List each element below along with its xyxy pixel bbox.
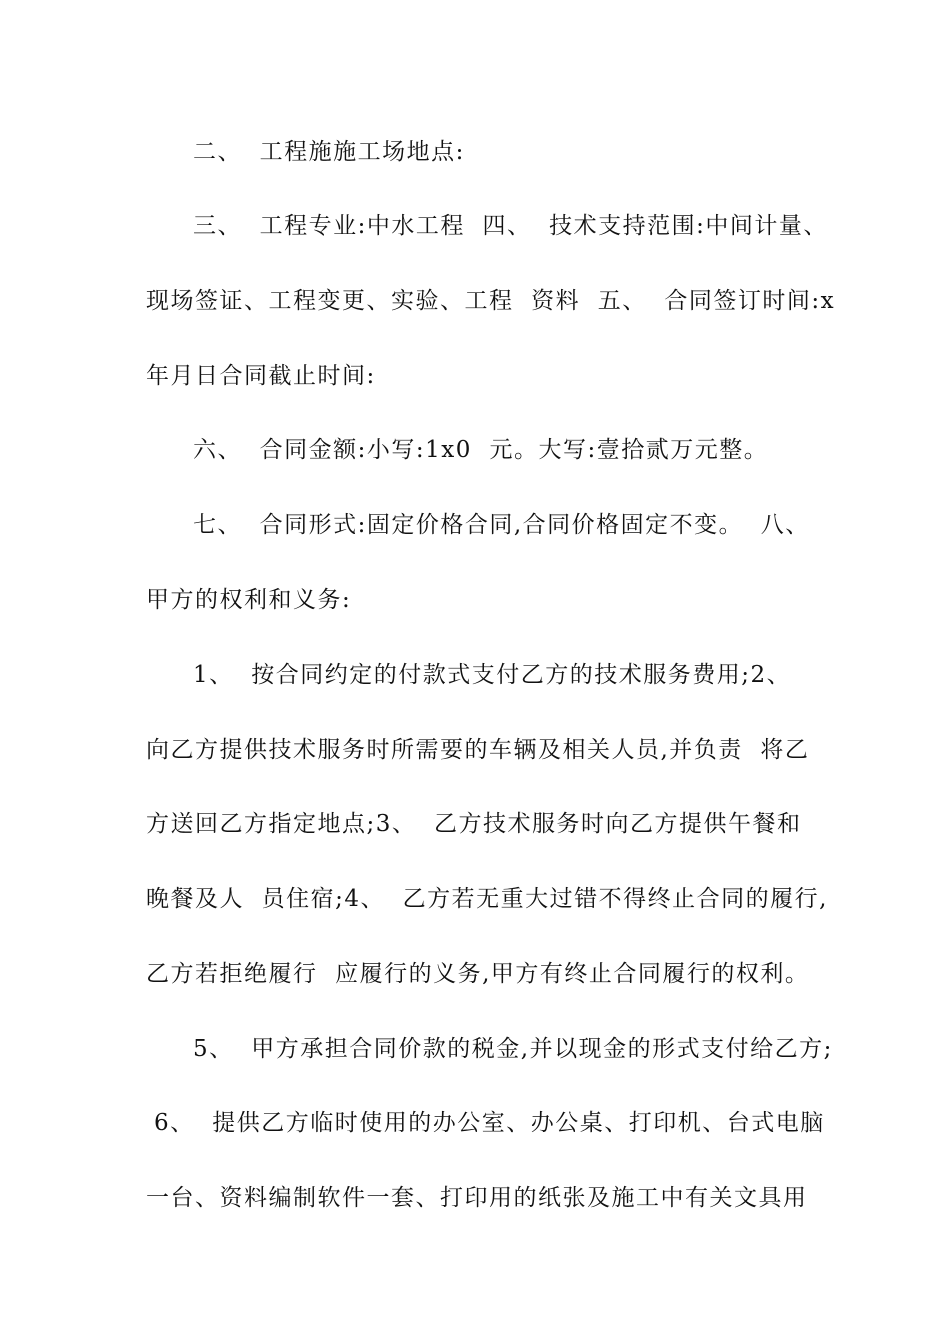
line-text: 七、 合同形式:固定价格合同,合同价格固定不变。 八、	[193, 512, 810, 538]
line-text: 甲方的权利和义务:	[146, 587, 352, 613]
text-line	[0, 281, 950, 321]
text-line	[0, 580, 950, 620]
line-text: 6、 提供乙方临时使用的办公室、办公桌、打印机、台式电脑	[154, 1110, 825, 1136]
line-text: 二、 工程施施工场地点:	[193, 139, 465, 165]
line-text: 晚餐及人 员住宿;4、 乙方若无重大过错不得终止合同的履行,	[146, 886, 828, 912]
line-text: 六、 合同金额:小写:1x0 元。大写:壹拾贰万元整。	[193, 437, 769, 463]
text-line	[0, 879, 950, 919]
line-text: 年月日合同截止时间:	[146, 363, 376, 389]
text-line	[0, 1103, 950, 1143]
text-line	[0, 804, 950, 844]
text-line	[0, 430, 950, 470]
line-text: 方送回乙方指定地点;3、 乙方技术服务时向乙方提供午餐和	[146, 811, 802, 837]
line-text: 5、 甲方承担合同价款的税金,并以现金的形式支付给乙方;	[193, 1036, 833, 1062]
line-text: 一台、资料编制软件一套、打印用的纸张及施工中有关文具用	[146, 1185, 808, 1211]
text-line	[0, 132, 950, 172]
text-line	[0, 730, 950, 770]
line-text: 三、 工程专业:中水工程 四、 技术支持范围:中间计量、	[193, 213, 828, 239]
text-line	[0, 655, 950, 695]
text-line	[0, 505, 950, 545]
line-text: 现场签证、工程变更、实验、工程 资料 五、 合同签订时间:x	[146, 288, 836, 314]
text-line	[0, 1178, 950, 1218]
text-line	[0, 1029, 950, 1069]
text-line	[0, 954, 950, 994]
line-text: 向乙方提供技术服务时所需要的车辆及相关人员,并负责 将乙	[146, 737, 810, 763]
line-text: 1、 按合同约定的付款式支付乙方的技术服务费用;2、	[193, 662, 792, 688]
text-line	[0, 356, 950, 396]
text-line	[0, 206, 950, 246]
line-text: 乙方若拒绝履行 应履行的义务,甲方有终止合同履行的权利。	[146, 961, 810, 987]
